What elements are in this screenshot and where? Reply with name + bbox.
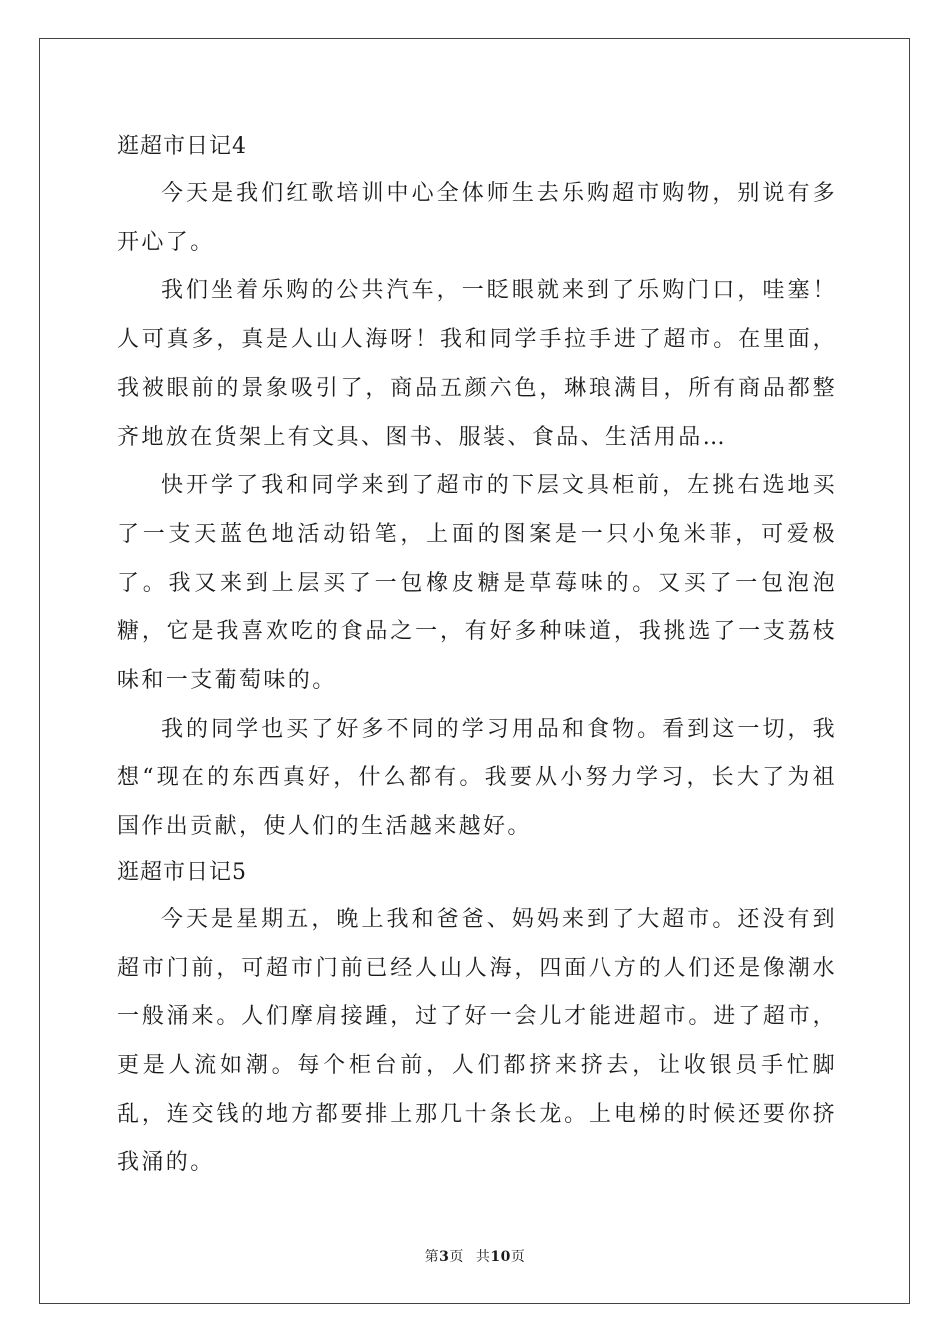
paragraph: 我们坐着乐购的公共汽车，一眨眼就来到了乐购门口，哇塞！人可真多，真是人山人海呀！我和同学手拉手进了超市。在里面，我被眼前的景象吸引了，商品五颜六色，琳琅满目，所有商品都整齐地放在货架上有文具、图书、服装、食品、生活用品… (117, 278, 837, 450)
total-label-suffix: 页 (510, 1249, 526, 1265)
paragraph: 今天是星期五，晚上我和爸爸、妈妈来到了大超市。还没有到超市门前，可超市门前已经人山人海，四面八方的人们还是像潮水一般涌来。人们摩肩接踵，过了好一会儿才能进超市。进了超市，更是人流如潮。每个柜台前，人们都挤来挤去，让收银员手忙脚乱，连交钱的地方都要排上那几十条长龙。上电梯的时候还要你挤我涌的。 (117, 906, 837, 1176)
total-pages: 10 (490, 1249, 511, 1265)
paragraph: 快开学了我和同学来到了超市的下层文具柜前，左挑右选地买了一支天蓝色地活动铅笔，上面的图案是一只小兔米菲，可爱极了。我又来到上层买了一包橡皮糖是草莓味的。又买了一包泡泡糖，它是我喜欢吃的食品之一，有好多种味道，我挑选了一支荔枝味和一支葡萄味的。 (117, 473, 837, 694)
paragraph: 今天是我们红歌培训中心全体师生去乐购超市购物，别说有多开心了。 (117, 181, 837, 255)
document-body (117, 128, 837, 1188)
page-number: 3 (439, 1249, 450, 1265)
section-heading: 逛超市日记4 (117, 134, 247, 159)
page-label-prefix: 第 (424, 1249, 440, 1265)
paragraph: 我的同学也买了好多不同的学习用品和食物。看到这一切，我想“现在的东西真好，什么都有。我要从小努力学习，长大了为祖国作出贡献，使人们的生活越来越好。 (117, 716, 837, 840)
total-label-prefix: 共 (475, 1249, 491, 1265)
page-label-suffix: 页 (449, 1249, 464, 1265)
section-heading: 逛超市日记5 (117, 859, 247, 885)
page-footer (0, 1248, 950, 1266)
